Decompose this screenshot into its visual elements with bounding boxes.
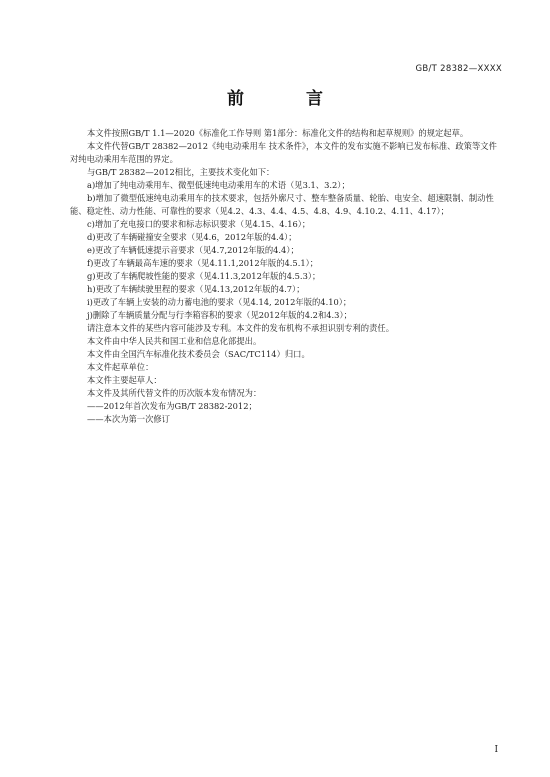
change-item-b: b)增加了微型低速纯电动乘用车的技术要求，包括外廓尺寸、整车整备质量、轮胎、电安全、超速限制、制动性能、稳定性、动力性能、可靠性的要求（见4.2、4.3、4.4、4.5、4.8、4.9、4.10.2、4.11、4.17）； [70,193,494,216]
paragraph-patent-notice: 请注意本文件的某些内容可能涉及专利。本文件的发布机构不承担识别专利的责任。 [87,323,394,333]
change-item-j: j)删除了车辆质量分配与行李箱容积的要求（见2012年版的4.2和4.3）； [87,310,352,320]
foreword-body [70,127,502,426]
change-item-g: g)更改了车辆爬坡性能的要求（见4.11.3,2012年版的4.5.3）； [87,271,321,281]
change-item-e: e)更改了车辆低速提示音要求（见4.7,2012年版的4.4）； [87,245,299,255]
paragraph-version-history: 本文件及其所代替文件的历次版本发布情况为： [87,388,262,398]
paragraph-drafters: 本文件主要起草人： [87,375,162,385]
version-history-item-2: ——本次为第一次修订 [87,414,170,424]
change-item-i: i)更改了车辆上安装的动力蓄电池的要求（见4.14, 2012年版的4.10）； [87,297,352,307]
paragraph-under-jurisdiction: 本文件由全国汽车标准化技术委员会（SAC/TC114）归口。 [87,349,310,359]
change-item-a: a)增加了纯电动乘用车、微型低速纯电动乘用车的术语（见3.1、3.2）； [87,180,350,190]
page-number: I [494,745,498,755]
change-item-f: f)更改了车辆最高车速的要求（见4.11.1,2012年版的4.5.1）； [87,258,319,268]
paragraph-proposed-by: 本文件由中华人民共和国工业和信息化部提出。 [87,336,262,346]
version-history-item-1: ——2012年首次发布为GB/T 28382-2012； [87,401,257,411]
paragraph-drafting-units: 本文件起草单位： [87,362,154,372]
change-item-d: d)更改了车辆碰撞安全要求（见4.6，2012年版的4.4）； [87,232,297,242]
paragraph-changes-intro: 与GB/T 28382—2012相比，主要技术变化如下： [87,167,275,177]
paragraph-drafting-basis: 本文件按照GB/T 1.1—2020《标准化工作导则 第1部分：标准化文件的结构和起草规则》的规定起草。 [87,128,469,138]
change-item-c: c)增加了充电接口的要求和标志标识要求（见4.15、4.16）； [87,219,311,229]
page-title: 前 言 [227,89,351,109]
change-item-h: h)更改了车辆续驶里程的要求（见4.13,2012年版的4.7）； [87,284,305,294]
standard-code: GB/T 28382—XXXX [415,64,502,74]
paragraph-replaces: 本文件代替GB/T 28382—2012《纯电动乘用车 技术条件》，本文件的发布实施不影响已发布标准、政策等文件对纯电动乘用车范围的界定。 [70,141,497,164]
